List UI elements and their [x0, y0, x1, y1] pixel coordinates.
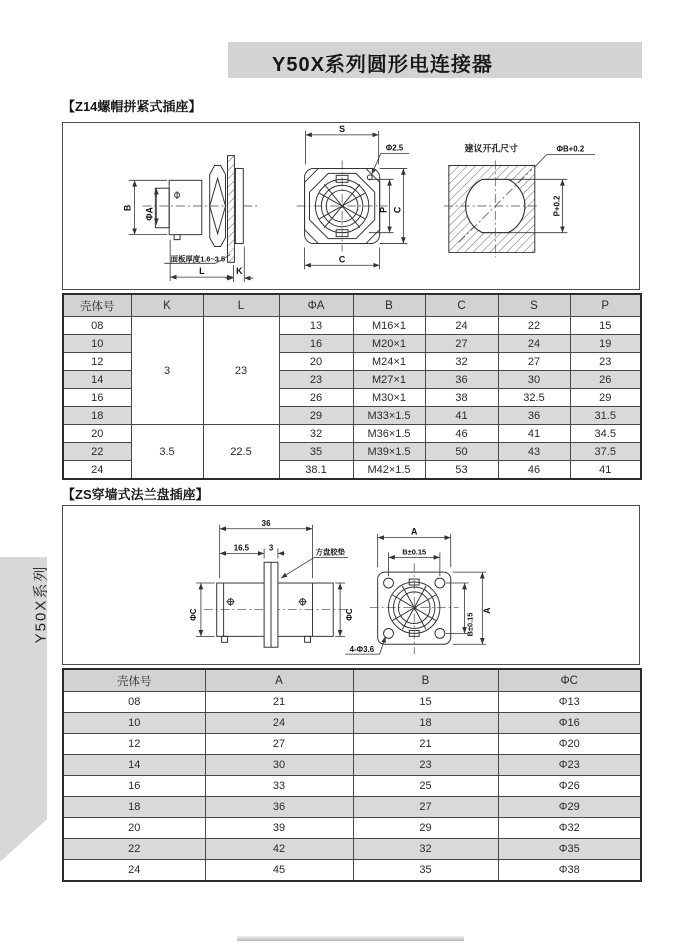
cell: Φ35: [498, 839, 641, 860]
cell: 14: [63, 371, 131, 389]
dim-label-b015-right: B±0.15: [465, 612, 475, 637]
cell: Φ38: [498, 860, 641, 882]
z14-drawing-box: [62, 122, 640, 290]
dim-label-phi25: Φ2.5: [385, 143, 404, 153]
zs-side-view: [189, 519, 386, 654]
cell: 21: [353, 734, 498, 755]
cell: 27: [425, 335, 498, 353]
zs-technical-drawing: [63, 506, 639, 664]
cell: 41: [498, 425, 570, 443]
cell: 29: [353, 818, 498, 839]
cell: 31.5: [570, 407, 641, 425]
z14-side-view: [123, 156, 259, 282]
cell: 23: [353, 755, 498, 776]
dim-label-phi-c-left: ΦC: [188, 608, 198, 621]
cell: 26: [279, 389, 353, 407]
cell-k-group1: 3: [131, 317, 203, 425]
table-row: [63, 317, 641, 335]
cell: 26: [570, 371, 641, 389]
cell: 22: [63, 443, 131, 461]
cell: 14: [63, 755, 205, 776]
column-header: ΦC: [498, 669, 641, 692]
cell: 27: [205, 734, 353, 755]
cell: 50: [425, 443, 498, 461]
panel-thickness-note: 面板厚度1.6~3.5: [170, 254, 226, 264]
cell: Φ29: [498, 797, 641, 818]
column-header: A: [205, 669, 353, 692]
cell: M42×1.5: [353, 461, 425, 480]
cell: 10: [63, 713, 205, 734]
cutout-title: 建议开孔尺寸: [464, 143, 518, 154]
cell: 39: [205, 818, 353, 839]
table-row: [63, 860, 641, 882]
table-row: [63, 734, 641, 755]
gasket-label: 方盘胶垫: [315, 547, 346, 557]
dim-label-a-right: A: [482, 607, 493, 614]
cell: 45: [205, 860, 353, 882]
cell: 12: [63, 353, 131, 371]
dim-label-a-top: A: [410, 526, 418, 537]
dim-label-phi-a: ΦA: [144, 207, 155, 221]
cell: 32: [425, 353, 498, 371]
cell: 27: [353, 797, 498, 818]
cell: M30×1: [353, 389, 425, 407]
section1-heading: 【Z14螺帽拼紧式插座】: [62, 99, 202, 114]
cell: M20×1: [353, 335, 425, 353]
dim-label-3: 3: [268, 543, 274, 553]
cell: 08: [63, 692, 205, 713]
cell: 35: [279, 443, 353, 461]
dim-label-c-bottom: C: [338, 254, 346, 265]
dim-label-c-side: C: [392, 206, 403, 214]
cell: M33×1.5: [353, 407, 425, 425]
page-title: Y50X系列圆形电连接器: [272, 54, 493, 76]
table-row: [63, 797, 641, 818]
section2-heading: 【ZS穿墙式法兰盘插座】: [62, 487, 209, 502]
dim-label-4phi36: 4-Φ3.6: [349, 645, 375, 655]
table-row: [63, 818, 641, 839]
cell: 32: [279, 425, 353, 443]
table-row: [63, 692, 641, 713]
cell: 19: [570, 335, 641, 353]
cell: 41: [570, 461, 641, 480]
series-side-tab-label: Y50X系列: [32, 564, 50, 644]
cell: Φ23: [498, 755, 641, 776]
cell: 38.1: [279, 461, 353, 480]
cell: 27: [498, 353, 570, 371]
table-row: [63, 839, 641, 860]
cell: 24: [63, 860, 205, 882]
z14-cutout-view: [444, 143, 595, 258]
dim-label-165: 16.5: [233, 543, 250, 553]
cell: 15: [353, 692, 498, 713]
cell: 36: [425, 371, 498, 389]
cell: M36×1.5: [353, 425, 425, 443]
cell: 33: [205, 776, 353, 797]
dim-label-36: 36: [261, 518, 271, 528]
cell: 35: [353, 860, 498, 882]
cell: M27×1: [353, 371, 425, 389]
column-header: C: [425, 294, 498, 317]
cell-l-group2: 22.5: [203, 425, 279, 480]
cell: M24×1: [353, 353, 425, 371]
cell: 46: [425, 425, 498, 443]
cell: Φ32: [498, 818, 641, 839]
dim-label-p: P: [378, 206, 389, 213]
z14-front-view: [297, 124, 410, 269]
cell: 24: [425, 317, 498, 335]
column-header: 壳体号: [63, 669, 205, 692]
cell: 38: [425, 389, 498, 407]
column-header: K: [131, 294, 203, 317]
cell: 30: [205, 755, 353, 776]
table-header-row: [63, 669, 641, 692]
cell: Φ16: [498, 713, 641, 734]
cell: 30: [498, 371, 570, 389]
cell: 16: [279, 335, 353, 353]
cell: 25: [353, 776, 498, 797]
cell: 23: [279, 371, 353, 389]
cell: 08: [63, 317, 131, 335]
cell: M39×1.5: [353, 443, 425, 461]
cell: 46: [498, 461, 570, 480]
cell: 42: [205, 839, 353, 860]
dim-label-s: S: [339, 123, 346, 134]
dim-label-l: L: [199, 266, 205, 277]
column-header: B: [353, 294, 425, 317]
footer-bar: [237, 936, 464, 941]
cell: 29: [279, 407, 353, 425]
cell: 20: [279, 353, 353, 371]
cell: 15: [570, 317, 641, 335]
cell: 37.5: [570, 443, 641, 461]
dim-label-phi-c-right: ΦC: [344, 608, 354, 621]
table-header-row: [63, 294, 641, 317]
dim-label-phi-b: ΦB+0.2: [556, 144, 585, 154]
cell: 53: [425, 461, 498, 480]
table-row: [63, 776, 641, 797]
column-header: 壳体号: [63, 294, 131, 317]
table-row: [63, 755, 641, 776]
cell: 18: [63, 797, 205, 818]
cell: Φ13: [498, 692, 641, 713]
cell: 16: [63, 389, 131, 407]
page-title-banner: [228, 42, 642, 78]
cell: 43: [498, 443, 570, 461]
cell: 20: [63, 425, 131, 443]
cell: 16: [63, 776, 205, 797]
cell: 18: [63, 407, 131, 425]
cell: Φ26: [498, 776, 641, 797]
cell-k-group2: 3.5: [131, 425, 203, 480]
cell: 34.5: [570, 425, 641, 443]
zs-drawing-box: [62, 505, 640, 665]
cell: 24: [498, 335, 570, 353]
column-header: B: [353, 669, 498, 692]
cell: Φ20: [498, 734, 641, 755]
cell: 24: [63, 461, 131, 480]
zs-dimensions-table: [62, 668, 642, 882]
cell: 20: [63, 818, 205, 839]
table-row: [63, 425, 641, 443]
cell: 36: [205, 797, 353, 818]
dim-label-b015-top: B±0.15: [402, 547, 427, 557]
z14-technical-drawing: [63, 123, 639, 289]
cell: 41: [425, 407, 498, 425]
z14-dimensions-table: [62, 293, 642, 480]
cell: 32: [353, 839, 498, 860]
cell: 18: [353, 713, 498, 734]
column-header: P: [570, 294, 641, 317]
dim-label-k: K: [236, 266, 243, 277]
dim-label-b: B: [122, 204, 133, 212]
cell: 13: [279, 317, 353, 335]
cell: 36: [498, 407, 570, 425]
cell: 22: [63, 839, 205, 860]
cell: 24: [205, 713, 353, 734]
table-row: [63, 713, 641, 734]
cell: 23: [570, 353, 641, 371]
dim-label-p02: P+0.2: [552, 195, 562, 217]
cell-l-group1: 23: [203, 317, 279, 425]
cell: 12: [63, 734, 205, 755]
column-header: L: [203, 294, 279, 317]
column-header: ΦA: [279, 294, 353, 317]
cell: 21: [205, 692, 353, 713]
cell: 29: [570, 389, 641, 407]
cell: 22: [498, 317, 570, 335]
cell: M16×1: [353, 317, 425, 335]
column-header: S: [498, 294, 570, 317]
zs-front-view: [370, 527, 492, 654]
cell: 10: [63, 335, 131, 353]
cell: 32.5: [498, 389, 570, 407]
